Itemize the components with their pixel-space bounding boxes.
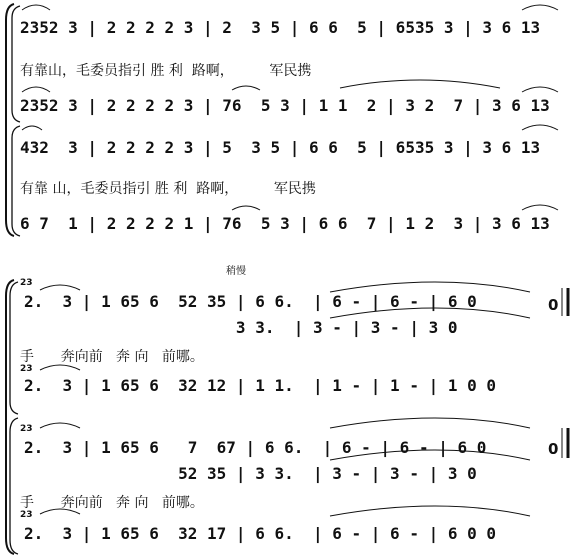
- notation-row-9: 52 35 | 3 3. | 3 - | 3 - | 3 0: [24, 464, 477, 483]
- notation-row-1: 2352 3 | 2 2 2 2 3 | 2 3 5 | 6 6 5 | 6535 3 | 3 6 13: [20, 18, 541, 37]
- notation-row-10: 2. 3 | 1 65 6 32 17 | 6 6. | 6 - | 6 - | 6 0 0: [24, 524, 497, 543]
- system1-subbrace-top: [12, 6, 20, 122]
- tie: [40, 423, 80, 428]
- lyric-row-2: 有靠 山，毛委员指引 胜 利 路啊， 军民携: [20, 181, 316, 197]
- tie: [330, 418, 530, 428]
- grace-note: 23: [20, 278, 33, 288]
- slur: [22, 126, 42, 130]
- tie: [330, 282, 530, 292]
- lyric-row-4: 手 奔向前 奔 向 前哪。: [20, 495, 204, 511]
- end-zero: 0: [548, 296, 559, 314]
- slur: [232, 206, 260, 210]
- tempo-mark: 稍慢: [226, 266, 246, 277]
- grace-note: 23: [20, 510, 33, 520]
- system1-subbrace-bottom: [12, 126, 20, 236]
- tie: [40, 285, 80, 290]
- system1-brace: [6, 4, 14, 236]
- notation-row-3: 432 3 | 2 2 2 2 3 | 5 3 5 | 6 6 5 | 6535 3 | 3 6 13: [20, 138, 541, 157]
- tie: [340, 80, 500, 88]
- slur: [22, 87, 50, 92]
- slur: [522, 5, 558, 10]
- slur: [522, 125, 558, 130]
- system2-subbrace-bottom: [10, 418, 18, 554]
- end-zero: 0: [548, 440, 559, 458]
- tie: [330, 506, 530, 516]
- notation-row-5: 2. 3 | 1 65 6 52 35 | 6 6. | 6 - | 6 - | 6 0: [24, 292, 477, 311]
- system2-subbrace-top: [10, 282, 18, 414]
- slur: [522, 205, 558, 210]
- slur: [522, 87, 558, 92]
- slur: [22, 5, 50, 10]
- grace-note: 23: [20, 424, 33, 434]
- notation-row-6: 3 3. | 3 - | 3 - | 3 0: [24, 318, 458, 337]
- slur: [232, 86, 260, 90]
- lyric-row-3: 手 奔向前 奔 向 前哪。: [20, 349, 204, 365]
- notation-row-2: 2352 3 | 2 2 2 2 3 | 76 5 3 | 1 1 2 | 3 2 7 | 3 6 13: [20, 96, 550, 115]
- notation-row-8: 2. 3 | 1 65 6 7 67 | 6 6. | 6 - | 6 - | 6 0: [24, 438, 487, 457]
- lyric-row-1: 有靠山，毛委员指引 胜 利 路啊， 军民携: [20, 63, 312, 79]
- notation-row-7: 2. 3 | 1 65 6 32 12 | 1 1. | 1 - | 1 - | 1 0 0: [24, 376, 497, 395]
- notation-row-4: 6 7 1 | 2 2 2 2 1 | 76 5 3 | 6 6 7 | 1 2 3 | 3 6 13: [20, 214, 550, 233]
- grace-note: 23: [20, 364, 33, 374]
